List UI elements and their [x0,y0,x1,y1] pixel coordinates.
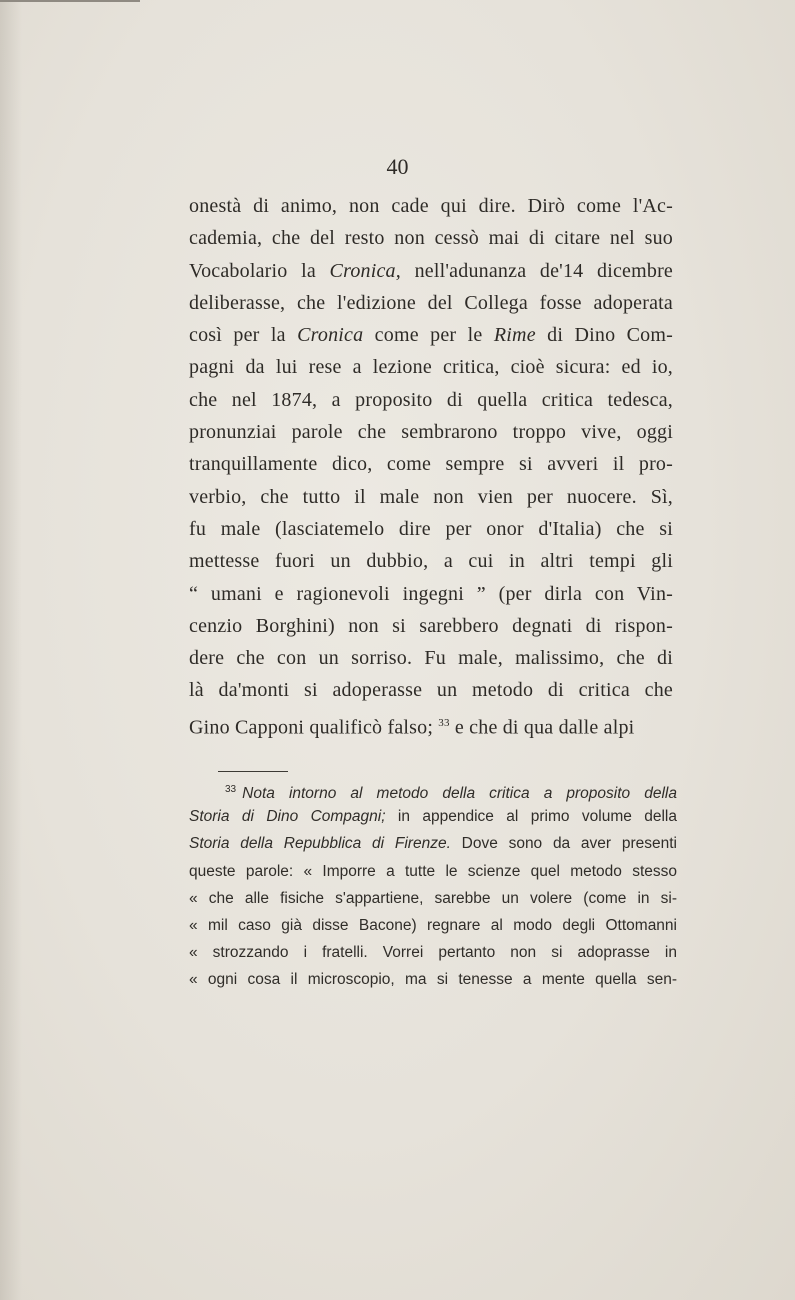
body-line [189,610,673,642]
italic-title: Storia della Repubblica di Firenze. [189,835,451,853]
footnote-line [189,912,677,939]
text-run: onestà di animo, non cade qui dire. Dirò come l'Ac- [189,195,673,217]
text-run: cademia, che del resto non cessò mai di citare nel suo [189,227,673,250]
text-run: verbio, che tutto il male non vien per nuocere. Sì, [189,485,673,508]
body-line [189,351,673,383]
text-run: come per le [363,324,494,347]
footnote-marker: 33 [225,784,237,795]
body-line [189,674,673,706]
text-run: mettesse fuori un dubbio, a cui in altri tempi gli [189,550,673,573]
footnote-line [189,939,677,966]
footnote-line [189,858,677,885]
text-run: in appendice al primo volume della [385,808,677,826]
text-run: così per la [189,324,298,347]
italic-title: Nota intorno al metodo della critica a proposito della [242,785,677,803]
footnote-reference: 33 [438,716,450,729]
body-line [189,287,673,319]
italic-title: Storia di Dino Compagni; [189,808,386,826]
body-line [189,448,673,480]
text-run: di Dino Com- [535,324,673,347]
text-run: nell'adunanza de'14 dicembre [400,259,674,282]
text-run: pronunziai parole che sembrarono troppo vive, oggi [189,421,673,444]
text-run: « ogni cosa il microscopio, ma si tenesse a mente quella sen- [189,971,677,989]
italic-title: Cronica, [329,259,401,282]
text-run: Dove sono da aver presenti [450,835,677,853]
text-run: “ umani e ragionevoli ingegni ” (per dirla con Vin- [189,582,673,605]
text-run: queste parole: « Imporre a tutte le scienze quel metodo stesso [189,862,677,880]
body-line [189,513,673,545]
text-run: dere che con un sorriso. Fu male, malissimo, che di [189,647,673,670]
body-line [189,222,673,254]
body-line [189,481,673,513]
footnote-separator-rule [218,771,288,772]
footnote-line [189,966,677,993]
text-run: Gino Capponi qualificò falso; [189,716,439,739]
top-edge-rule [0,0,140,2]
text-run: « mil caso già disse Bacone) regnare al modo degli Ottomanni [189,916,677,934]
text-run: pagni da lui rese a lezione critica, cioè sicura: ed io, [189,356,673,379]
body-line [189,384,673,416]
text-run: deliberasse, che l'edizione del Collega fosse adoperata [189,291,673,314]
page-gutter-shadow [0,0,22,1300]
text-run: e che di qua dalle alpi [449,716,635,739]
body-line [189,255,673,287]
text-run: « che alle fisiche s'appartiene, sarebbe un volere (come in si- [189,889,677,907]
italic-title: Rime [493,324,536,347]
text-run: tranquillamente dico, come sempre si avveri il pro- [189,453,673,476]
footnote [189,776,677,994]
body-line [189,416,673,448]
footnote-line [189,830,677,857]
text-run: là da'monti si adoperasse un metodo di critica che [189,679,673,702]
body-line [189,545,673,577]
text-run: « strozzando i fratelli. Vorrei pertanto non si adoprasse in [189,944,677,962]
footnote-line [189,803,677,830]
body-line [189,707,673,739]
body-line [189,578,673,610]
text-run: Vocabolario la [189,259,330,282]
text-run: fu male (lasciatemelo dire per onor d'Italia) che si [189,517,673,540]
footnote-line [189,776,677,803]
text-run: che nel 1874, a proposito di quella critica tedesca, [189,388,673,411]
body-line [189,190,673,222]
italic-title: Cronica [297,324,364,347]
body-text [189,190,673,739]
footnote-line [189,885,677,912]
text-run: cenzio Borghini) non si sarebbero degnati di rispon- [189,614,673,637]
page-number: 40 [386,154,409,179]
body-line [189,319,673,351]
body-line [189,642,673,674]
